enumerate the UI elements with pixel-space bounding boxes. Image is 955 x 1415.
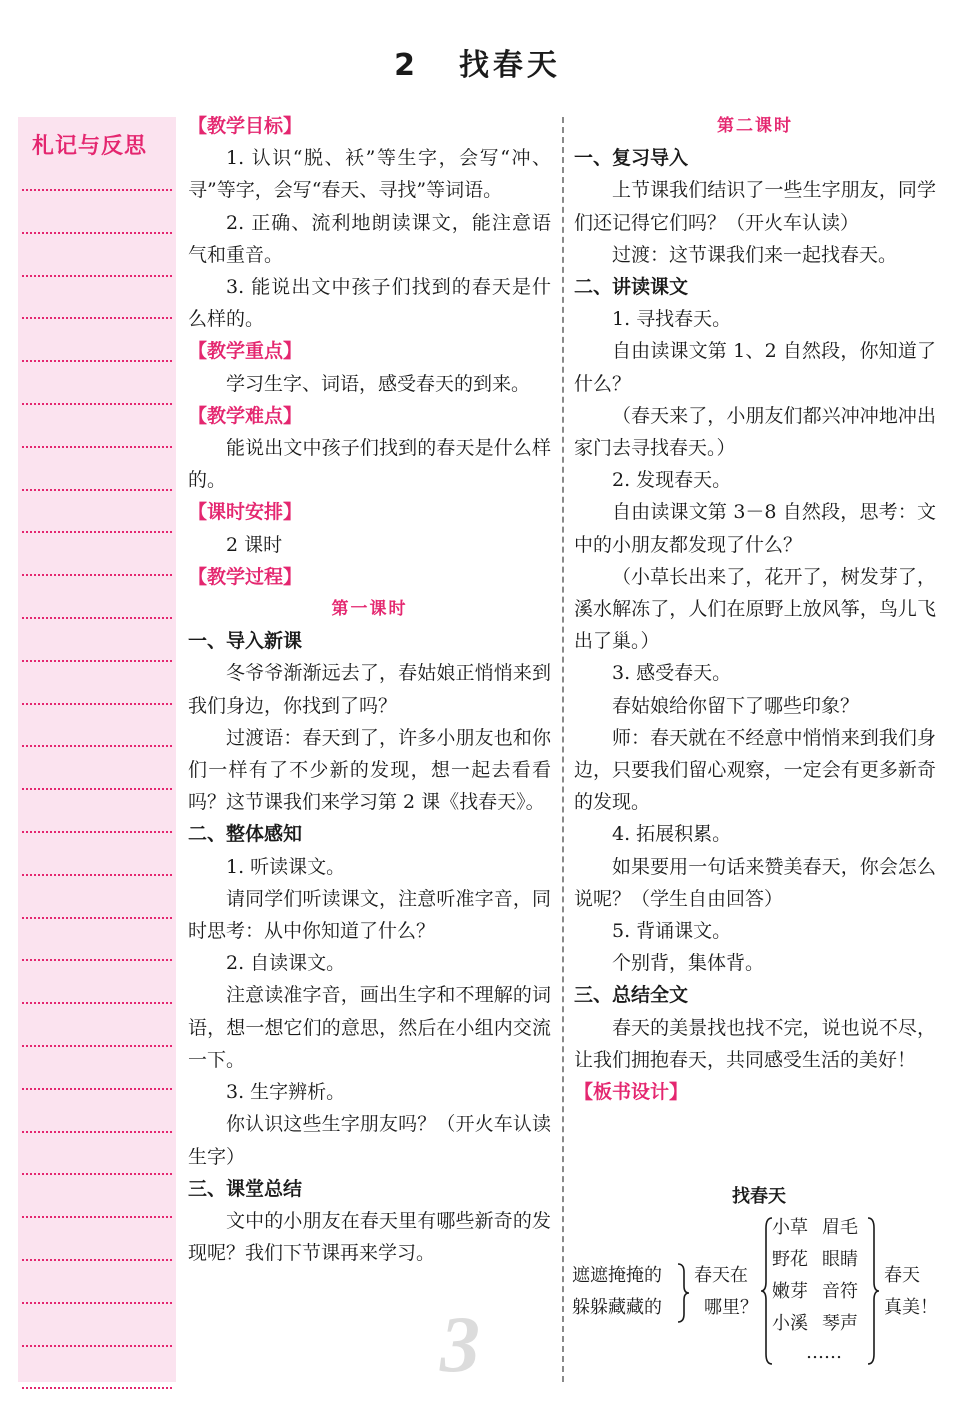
step-item: 1. 寻找春天。: [612, 308, 732, 331]
paragraph: 个别背，集体背。: [612, 952, 765, 975]
board-item: 琴声: [822, 1313, 858, 1334]
board-item: 眉毛: [822, 1217, 858, 1238]
board-item: 音符: [822, 1281, 858, 1302]
goal-item: 1. 认识“脱、袄”等生字，会写“冲、寻”等字，会写“春天、寻找”等词语。: [188, 147, 551, 202]
note-line: [22, 1131, 172, 1133]
goal-item: 2. 正确、流利地朗读课文，能注意语气和重音。: [188, 211, 551, 266]
note-line: [22, 232, 172, 234]
board-item-row: [772, 1244, 858, 1276]
paragraph: 冬爷爷渐渐远去了，春姑娘正悄悄来到我们身边，你找到了吗？: [188, 662, 551, 717]
section-heading-goals: 【教学目标】: [188, 115, 303, 137]
note-line: [22, 959, 172, 961]
board-design: [572, 1178, 942, 1378]
step-item: 3. 感受春天。: [612, 662, 732, 685]
note-line: [22, 574, 172, 576]
note-line: [22, 1387, 172, 1389]
step-heading: 一、导入新课: [188, 630, 303, 653]
lesson-title-text: 找春天: [458, 48, 561, 83]
middle-column: [188, 110, 551, 1269]
board-middle-line: 哪里？: [704, 1297, 758, 1318]
note-line: [22, 446, 172, 448]
paragraph: 文中的小朋友在春天里有哪些新奇的发现呢？我们下节课再来学习。: [188, 1209, 551, 1265]
right-brace-icon: [676, 1262, 690, 1324]
lesson-one-heading: 第一课时: [331, 599, 408, 620]
lesson-title: [0, 40, 955, 84]
note-line: [22, 917, 172, 919]
step-item: 2. 发现春天。: [612, 469, 732, 492]
note-line: [22, 531, 172, 533]
note-line: [22, 1045, 172, 1047]
note-line: [22, 874, 172, 876]
note-line: [22, 360, 172, 362]
board-item: 嫩芽: [772, 1281, 808, 1302]
note-line: [22, 1002, 172, 1004]
note-line: [22, 831, 172, 833]
note-line: [22, 745, 172, 747]
note-line: [22, 703, 172, 705]
paragraph: 请同学们听读课文，注意听准字音，同时思考：从中你知道了什么？: [188, 887, 551, 943]
board-item-row: [772, 1276, 858, 1308]
goal-item: 3. 能说出文中孩子们找到的春天是什么样的。: [188, 276, 551, 331]
step-item: 4. 拓展积累。: [612, 823, 732, 846]
section-heading-key: 【教学重点】: [188, 340, 303, 363]
paragraph: 春姑娘给你留下了哪些印象？: [612, 694, 860, 717]
paragraph: 上节课我们结识了一些生字朋友，同学们还记得它们吗？（开火车认读）: [574, 179, 936, 234]
right-column: [574, 110, 936, 1108]
note-line: [22, 489, 172, 491]
step-item: 5. 背诵课文。: [612, 920, 732, 943]
board-right-line: 春天: [884, 1265, 920, 1286]
paragraph: 如果要用一句话来赞美春天，你会怎么说呢？（学生自由回答）: [574, 855, 936, 910]
paragraph: 自由读课文第 1、2 自然段，你知道了什么？: [574, 340, 936, 395]
step-heading: 一、复习导入: [574, 147, 689, 170]
note-line: [22, 660, 172, 662]
board-item-row: [772, 1212, 858, 1244]
note-line: [22, 275, 172, 277]
board-items: [772, 1212, 858, 1366]
note-line: [22, 317, 172, 319]
notes-panel: [18, 117, 176, 1382]
paragraph: （小草长出来了，花开了，树发芽了，溪水解冻了，人们在原野上放风筝，鸟儿飞出了巢。）: [574, 565, 936, 653]
section-heading-board: 【板书设计】: [574, 1081, 689, 1104]
section-heading-schedule: 【课时安排】: [188, 501, 303, 524]
note-line: [22, 1216, 172, 1218]
paragraph: 注意读准字音，画出生字和不理解的词语，想一想它们的意思，然后在小组内交流一下。: [188, 984, 551, 1071]
schedule-text: 2 课时: [226, 533, 283, 556]
step-item: 3. 生字辨析。: [226, 1081, 346, 1104]
note-line: [22, 403, 172, 405]
board-left-line: 躲躲藏藏的: [572, 1297, 662, 1318]
note-line: [22, 1173, 172, 1175]
lesson-number: 2: [394, 48, 419, 83]
paragraph: 过渡：这节课我们来一起找春天。: [612, 243, 898, 266]
note-line: [22, 1345, 172, 1347]
board-item: 小溪: [772, 1313, 808, 1334]
lesson-two-heading: 第二课时: [717, 116, 793, 136]
step-item: 1. 听读课文。: [226, 855, 346, 878]
difficulty-text: 能说出文中孩子们找到的春天是什么样的。: [188, 437, 551, 492]
note-line: [22, 1088, 172, 1090]
notes-lines: [18, 267, 176, 1382]
section-heading-process: 【教学过程】: [188, 565, 303, 588]
paragraph: 春天的美景找也找不完，说也说不尽，让我们拥抱春天，共同感受生活的美好！: [574, 1016, 936, 1071]
page-number: 3: [440, 1301, 480, 1389]
board-item: 小草: [772, 1217, 808, 1238]
board-right: [884, 1260, 938, 1324]
board-item: 眼睛: [822, 1249, 858, 1270]
board-item-row: [772, 1308, 858, 1340]
step-heading: 三、总结全文: [574, 984, 689, 1007]
column-divider: [562, 117, 564, 1382]
note-line: [22, 189, 172, 191]
step-heading: 三、课堂总结: [188, 1177, 303, 1200]
note-line: [22, 1259, 172, 1261]
step-item: 2. 自读课文。: [226, 952, 346, 975]
board-middle: [694, 1260, 758, 1324]
section-heading-difficulty: 【教学难点】: [188, 404, 303, 427]
board-title: 找春天: [732, 1186, 786, 1207]
board-left-line: 遮遮掩掩的: [572, 1265, 662, 1286]
paragraph: 你认识这些生字朋友吗？（开火车认读生字）: [188, 1113, 551, 1168]
board-left: [572, 1260, 662, 1324]
note-line: [22, 788, 172, 790]
step-heading: 二、整体感知: [188, 823, 303, 846]
note-line: [22, 617, 172, 619]
step-heading: 二、讲读课文: [574, 276, 689, 299]
paragraph: （春天来了，小朋友们都兴冲冲地冲出家门去寻找春天。）: [574, 404, 936, 460]
paragraph: 自由读课文第 3－8 自然段，思考：文中的小朋友都发现了什么？: [574, 501, 936, 556]
paragraph: 过渡语：春天到了，许多小朋友也和你们一样有了不少新的发现，想一起去看看吗？这节课我们来学习第 2 课《找春天》。: [188, 726, 551, 814]
paragraph: 师：春天就在不经意中悄悄来到我们身边，只要我们留心观察，一定会有更多新奇的发现。: [574, 726, 936, 814]
notes-heading: 札记与反思: [32, 134, 148, 159]
right-brace-icon: [866, 1216, 880, 1366]
board-item: 野花: [772, 1249, 808, 1270]
board-middle-line: 春天在: [694, 1265, 748, 1286]
board-right-line: 真美！: [884, 1297, 938, 1318]
note-line: [22, 1302, 172, 1304]
key-text: 学习生字、词语，感受春天的到来。: [226, 372, 531, 395]
board-ellipsis: ……: [806, 1342, 842, 1363]
